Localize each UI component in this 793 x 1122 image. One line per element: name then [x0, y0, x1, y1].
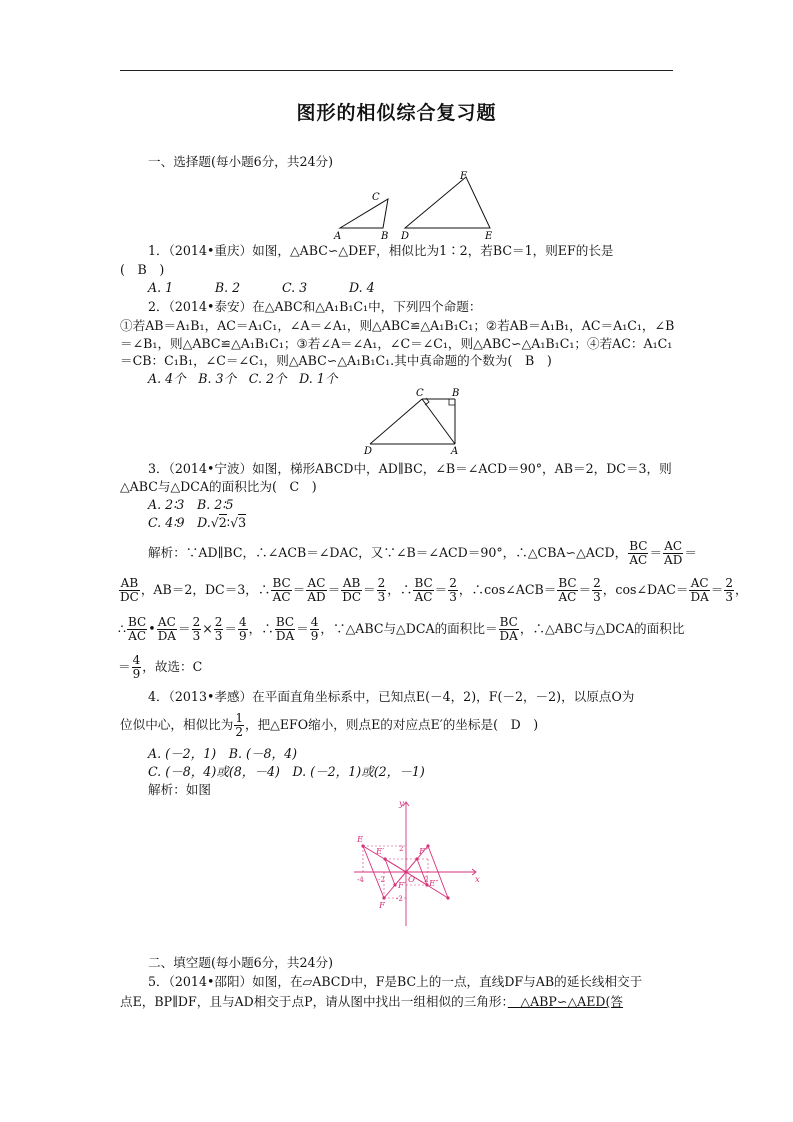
label-x-axis: x: [475, 875, 480, 885]
q3-line2: △ABC与△DCA的面积比为( C ): [120, 479, 317, 494]
q5-line1: 5．（2014•邵阳）如图，在▱ABCD中，F是BC上的一点，直线DF与AB的延长线相交于: [148, 974, 643, 989]
frac-ac-ad: $\frac{AC}{AD}$: [307, 576, 326, 604]
q3-options-2: [148, 515, 246, 531]
q5-answer: △ABP∽△AED(答: [507, 994, 624, 1009]
label-E: E: [485, 231, 493, 242]
page-title: 图形的相似综合复习题: [296, 102, 497, 124]
q3-solution-line4: ＝ $\frac{4}{9}$ ，故选：C: [118, 653, 203, 681]
frac-4-9: $\frac{4}{9}$: [132, 653, 141, 681]
section-heading-2: 二、填空题(每小题6分，共24分): [148, 955, 333, 970]
frac-2-3: $\frac{2}{3}$: [214, 615, 223, 643]
sqrt-3: √3: [230, 515, 247, 530]
label-E-prime: E′: [376, 847, 385, 857]
sol-text: 解析：∵AD∥BC，∴∠ACB＝∠DAC，又∵∠B＝∠ACD＝90°，∴△CBA∽△ACD，: [148, 545, 628, 560]
label-E: E: [357, 835, 364, 845]
q4-options-2: C. (－8，4)或(8，－4) D. (－2，1)或(2，－1): [148, 764, 425, 779]
label-A: A: [334, 231, 342, 242]
q3-solution-line3: ∴ $\frac{BC}{AC}$ • $\frac{AC}{DA}$ ＝ $\frac{2}{3}$ × $\frac{2}{3}$ ＝ $\frac{4}{9}$ ，∴ $\frac{BC}{DA}$ ＝ $\frac{4}{9}$ ，∵△ABC与△DCA的面积比＝ $\frac{BC}{DA}$ ，∴△ABC与△DCA的面积比: [118, 615, 685, 643]
label-y-axis: y: [399, 799, 404, 809]
figure-coordinate-plane: [348, 796, 488, 932]
label-D: D: [401, 231, 410, 242]
q3-options-1: A. 2∶3 B. 2∶5: [148, 497, 234, 512]
q3-solution-line2: $\frac{AB}{DC}$ ，AB＝2，DC＝3，∴ $\frac{BC}{AC}$ ＝ $\frac{AC}{AD}$ ＝ $\frac{AB}{DC}$ ＝ $\frac{2}{3}$ ，∴ $\frac{BC}{AC}$ ＝ $\frac{2}{3}$ ，∴cos∠ACB＝ $\frac{BC}{AC}$ ＝ $\frac{2}{3}$ ，cos∠DAC＝ $\frac{AC}{DA}$ ＝ $\frac{2}{3}$ ，: [120, 576, 748, 604]
label-B: B: [452, 388, 460, 399]
top-rule: [120, 70, 673, 71]
frac-bc-ac: $\frac{BC}{AC}$: [272, 576, 291, 604]
frac-bc-da: $\frac{BC}{DA}$: [275, 615, 295, 643]
frac-4-9: $\frac{4}{9}$: [239, 615, 247, 643]
label-B: B: [381, 231, 389, 242]
tick-x-minus-2: -2: [378, 876, 385, 884]
tick-x-minus-4: -4: [357, 876, 364, 884]
label-D: D: [364, 446, 373, 456]
frac-ac-da: $\frac{AC}{DA}$: [690, 576, 709, 604]
frac-bc-ac: $\frac{BC}{AC}$: [128, 615, 147, 643]
frac-1-2: $\frac{1}{2}$: [235, 711, 243, 739]
frac-2-3: $\frac{2}{3}$: [192, 615, 201, 643]
frac-ab-dc: $\frac{AB}{DC}$: [342, 576, 362, 604]
q1-line1: 1．（2014•重庆）如图，△ABC∽△DEF，相似比为1∶2，若BC＝1，则EF的长是: [148, 243, 614, 258]
label-A: A: [451, 446, 459, 456]
label-C: C: [372, 192, 380, 203]
frac-bc-ac: $\frac{BC}{AC}$: [629, 539, 648, 567]
frac-2-3: $\frac{2}{3}$: [377, 576, 386, 604]
tick-y-2: 2: [399, 845, 404, 853]
q2-line2: ①若AB＝A₁B₁，AC＝A₁C₁，∠A＝∠A₁，则△ABC≌△A₁B₁C₁；②若AB＝A₁B₁，AC＝A₁C₁，∠B: [120, 318, 675, 333]
frac-2-3: $\frac{2}{3}$: [725, 576, 733, 604]
q2-options: A. 4个 B. 3个 C. 2个 D. 1个: [148, 371, 338, 386]
frac-ac-da: $\frac{AC}{DA}$: [157, 615, 176, 643]
q2-line1: 2．（2014•泰安）在△ABC和△A₁B₁C₁中，下列四个命题：: [148, 299, 482, 314]
tick-x-2: 2: [424, 876, 429, 884]
frac-ac-ad: $\frac{AC}{AD}$: [664, 539, 683, 567]
figure-trapezoid: [362, 384, 472, 456]
label-F-double-prime: F″: [419, 847, 429, 857]
label-C: C: [416, 388, 424, 399]
q5-line2: 点E，BP∥DF，且与AD相交于点P，请从图中找出一组相似的三角形： △ABP∽△AED(答: [120, 994, 624, 1009]
q2-line3: ＝∠B₁，则△ABC≌△A₁B₁C₁；③若∠A＝∠A₁，∠C＝∠C₁，则△ABC∽△A₁B₁C₁；④若AC：A₁C₁: [120, 336, 673, 351]
frac-bc-ac: $\frac{BC}{AC}$: [558, 576, 577, 604]
q4-line1: 4．（2013•孝感）在平面直角坐标系中，已知点E(－4，2)，F(－2，－2)，以原点O为: [148, 689, 635, 704]
q3-opt-cd: C. 4∶9 D.: [148, 515, 211, 530]
label-F-prime: F′: [398, 881, 406, 891]
q2-line4: ＝CB：C₁B₁，∠C＝∠C₁，则△ABC∽△A₁B₁C₁.其中真命题的个数为( B ): [120, 353, 552, 368]
frac-ab-dc: $\frac{AB}{DC}$: [120, 576, 139, 604]
label-F: F: [379, 901, 385, 911]
frac-bc-da: $\frac{BC}{DA}$: [499, 615, 518, 643]
frac-2-3: $\frac{2}{3}$: [593, 576, 601, 604]
frac-bc-ac: $\frac{BC}{AC}$: [414, 576, 433, 604]
tick-y-minus-2: -2: [396, 895, 403, 903]
q1-line2: ( B ): [120, 262, 165, 277]
label-F: F: [460, 171, 467, 182]
q4-options-1: A. (－2，1) B. (－8，4): [148, 746, 298, 761]
figure-similar-triangles: [330, 170, 500, 242]
label-O: O: [408, 875, 415, 885]
q4-line2: 位似中心，相似比为 $\frac{1}{2}$ ，把△EFO缩小，则点E的对应点E′的坐标是( D ): [120, 711, 539, 739]
label-E-double-prime: E″: [429, 879, 439, 889]
frac-4-9: $\frac{4}{9}$: [310, 615, 319, 643]
q3-solution-line1: 解析：∵AD∥BC，∴∠ACB＝∠DAC，又∵∠B＝∠ACD＝90°，∴△CBA∽△ACD， $\frac{BC}{AC}$ ＝ $\frac{AC}{AD}$ ＝: [148, 539, 697, 567]
section-heading-1: 一、选择题(每小题6分，共24分): [148, 154, 333, 169]
ratio-sign: ∶: [226, 515, 231, 530]
q3-line1: 3．（2014•宁波）如图，梯形ABCD中，AD∥BC，∠B＝∠ACD＝90°，AB＝2，DC＝3，则: [148, 461, 672, 476]
q1-options: A. 1 B. 2 C. 3 D. 4: [148, 280, 375, 295]
sqrt-2: √2: [210, 515, 227, 530]
q4-solution: 解析：如图: [148, 782, 211, 797]
frac-2-3: $\frac{2}{3}$: [449, 576, 457, 604]
